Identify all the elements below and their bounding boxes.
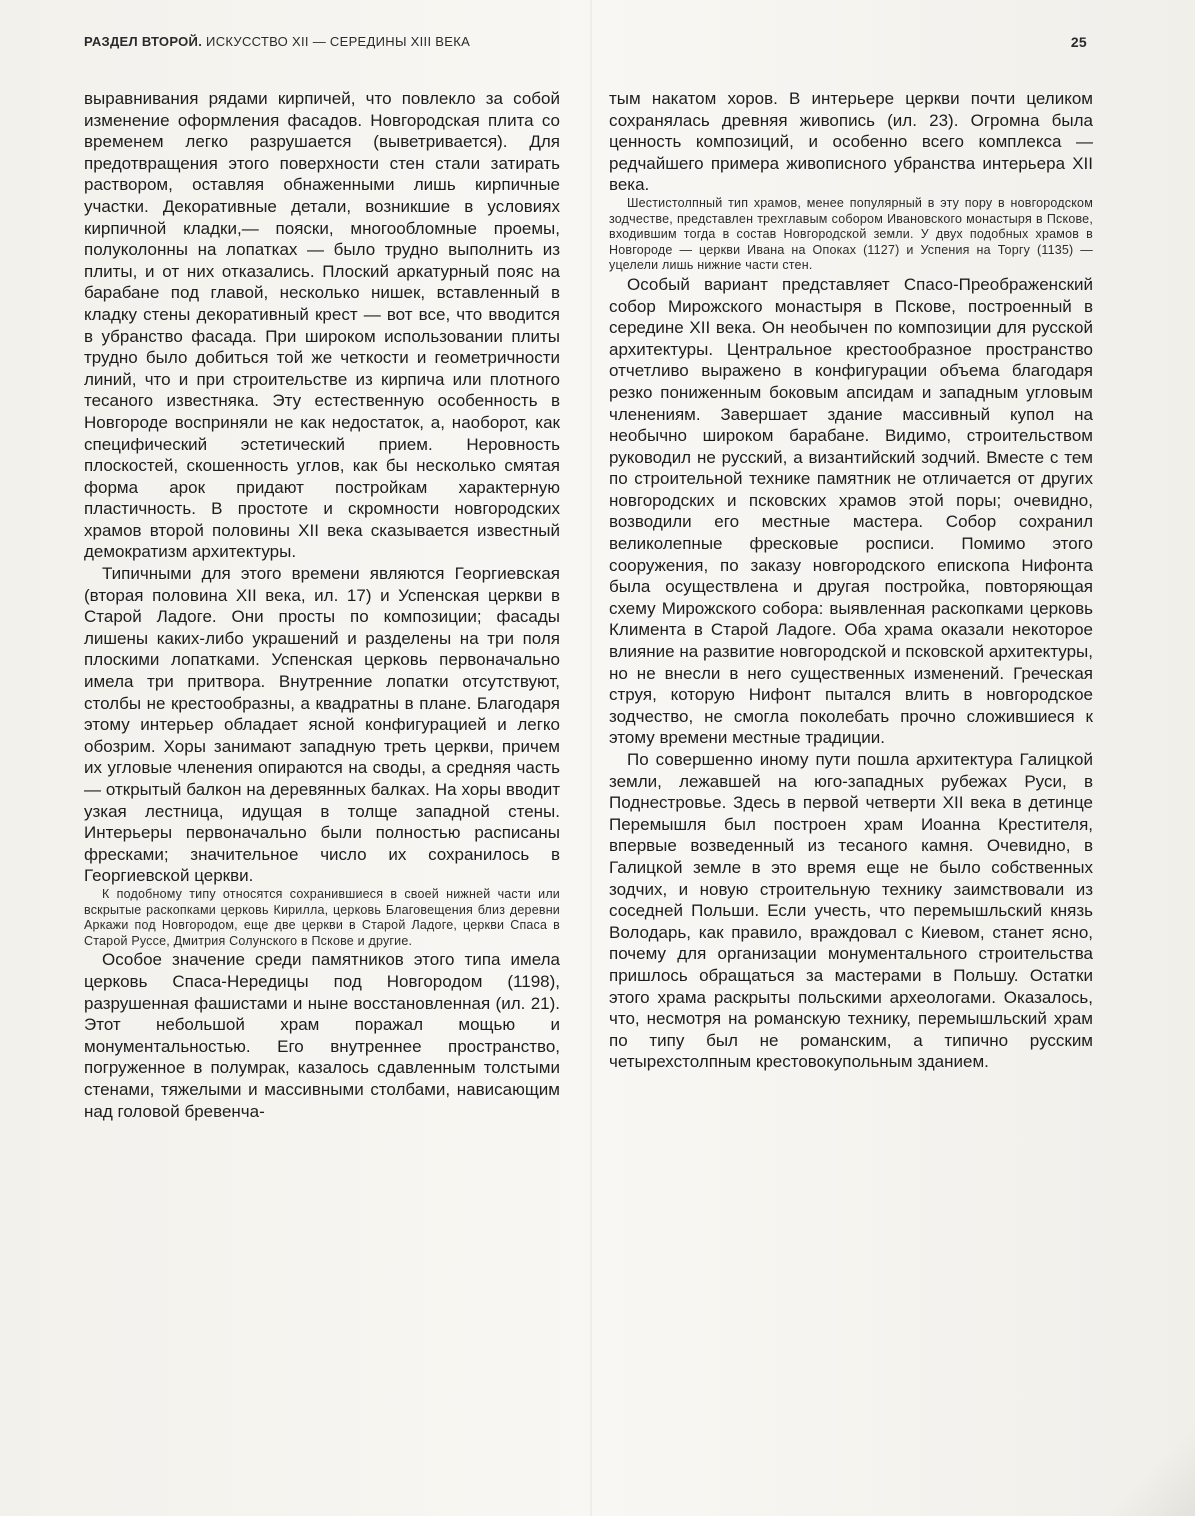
page-number: 25 [1070, 34, 1087, 50]
header-title: ИСКУССТВО XII — СЕРЕДИНЫ XIII ВЕКА [206, 34, 471, 49]
right-footnote: Шестистолпный тип храмов, менее популярный в эту пору в новгородском зодчестве, представлен трехглавым собором Ивановского монастыря в Пскове, входившим тогда в состав Новгородской земли. У двух подобных храмов в Новгороде — церкви Ивана на Опоках (1127) и Успения на Торгу (1135) — уцелели лишь нижние части стен. [609, 195, 1093, 273]
left-paragraph-3: Особое значение среди памятников этого типа имела церковь Спаса-Нередицы под Новгородом (1198), разрушенная фашистами и ныне восстановленная (ил. 21). Этот небольшой храм поражал мощью и монументальностью. Его внутреннее пространство, погруженное в полумрак, казалось сдавленным толстыми стенами, тяжелыми и массивными столбами, нависающим над головой бревенча- [84, 950, 560, 1121]
left-paragraph-1: выравнивания рядами кирпичей, что повлекло за собой изменение оформления фасадов. Новгородская плита со временем легко разрушается (выветривается). Для предотвращения этого поверхности стен стали затирать раствором, оставляя обнаженными лишь кирпичные участки. Декоративные детали, возникшие в условиях кирпичной кладки,— пояски, многообломные проемы, полуколонны на лопатках — было трудно выполнить из плиты, и от них отказались. Плоский аркатурный пояс на барабане под главой, несколько нишек, вставленный в кладку стены декоративный крест — вот все, что вводится в убранство фасада. При широком использовании плиты трудно было добиться той же четкости и геометричности линий, что и при строительстве из кирпича или плотного тесаного известняка. Эту естественную особенность в Новгороде восприняли не как недостаток, а, наоборот, как специфический эстетический прием. Неровность плоскостей, скошенность углов, как бы несколько смятая форма арок придают постройкам характерную пластичность. В простоте и скромности новгородских храмов второй половины XII века сказывается известный демократизм архитектуры. [84, 89, 560, 562]
page-corner-shadow [1055, 1426, 1195, 1516]
running-header [84, 34, 1087, 54]
left-column [84, 88, 560, 1122]
left-paragraph-2: Типичными для этого времени являются Георгиевская (вторая половина XII века, ил. 17) и Успенская церкви в Старой Ладоге. Они просты по композиции; фасады лишены каких-либо украшений и разделены на три поля плоскими лопатками. Успенская церковь первоначально имела три притвора. Внутренние лопатки отсутствуют, столбы не крестообразны, а квадратны в плане. Благодаря этому интерьер обладает ясной конфигурацией и легко обозрим. Хоры занимают западную треть церкви, причем их угловые членения опираются на своды, а средняя часть — открытый балкон на деревянных балках. На хоры вводит узкая лестница, идущая в толще западной стены. Интерьеры первоначально были полностью расписаны фресками; значительное число их сохранилось в Георгиевской церкви. [84, 564, 560, 886]
right-paragraph-3: По совершенно иному пути пошла архитектура Галицкой земли, лежавшей на юго-западных рубежах Руси, в Поднестровье. Здесь в первой четверти XII века в детинце Перемышля был построен храм Иоанна Крестителя, впервые возведенный из тесаного камня. Очевидно, в Галицкой земле в это время еще не было собственных зодчих, и новую строительную технику заимствовали из соседней Польши. Если учесть, что перемышльский князь Володарь, как правило, враждовал с Киевом, станет ясно, почему для организации монументального строительства пришлось обращаться за мастерами в Польшу. Остатки этого храма раскрыты польскими археологами. Оказалось, что, несмотря на романскую технику, перемышльский храм по типу был не романским, а типично русским четырехстолпным крестовокупольным зданием. [609, 750, 1093, 1072]
section-label: РАЗДЕЛ ВТОРОЙ. [84, 34, 203, 49]
right-paragraph-1: тым накатом хоров. В интерьере церкви почти целиком сохранялась древняя живопись (ил. 23). Огромна была ценность композиций, и особенно всего комплекса — редчайшего примера живописного убранства интерьера XII века. [609, 89, 1093, 195]
right-column [609, 88, 1093, 1073]
right-paragraph-2: Особый вариант представляет Спасо-Преображенский собор Мирожского монастыря в Пскове, построенный в середине XII века. Он необычен по композиции для русской архитектуры. Центральное крестообразное пространство отчетливо выражено в конфигурации объема благодаря резко пониженным боковым апсидам и западным угловым членениям. Завершает здание массивный купол на необычно широком барабане. Видимо, строительством руководил не русский, а византийский зодчий. Вместе с тем по строительной технике памятник не отличается от других новгородских и псковских храмов этой поры; очевидно, возводили его местные мастера. Собор сохранил великолепные фресковые росписи. Помимо этого сооружения, по заказу новгородского епископа Нифонта была осуществлена и другая постройка, повторяющая схему Мирожского собора: выявленная раскопками церковь Климента в Старой Ладоге. Оба храма оказали некоторое влияние на развитие новгородской и псковской архитектуры, но не внесли в него существенных изменений. Греческая струя, которую Нифонт пытался влить в новгородское зодчество, не смогла поколебать прочно сложившиеся к этому времени местные традиции. [609, 274, 1093, 748]
left-footnote: К подобному типу относятся сохранившиеся в своей нижней части или вскрытые раскопками церковь Кирилла, церковь Благовещения близ деревни Аркажи под Новгородом, еще две церкви в Старой Ладоге, церкви Спаса в Старой Руссе, Дмитрия Солунского в Пскове и другие. [84, 886, 560, 948]
page-fold [590, 0, 592, 1516]
